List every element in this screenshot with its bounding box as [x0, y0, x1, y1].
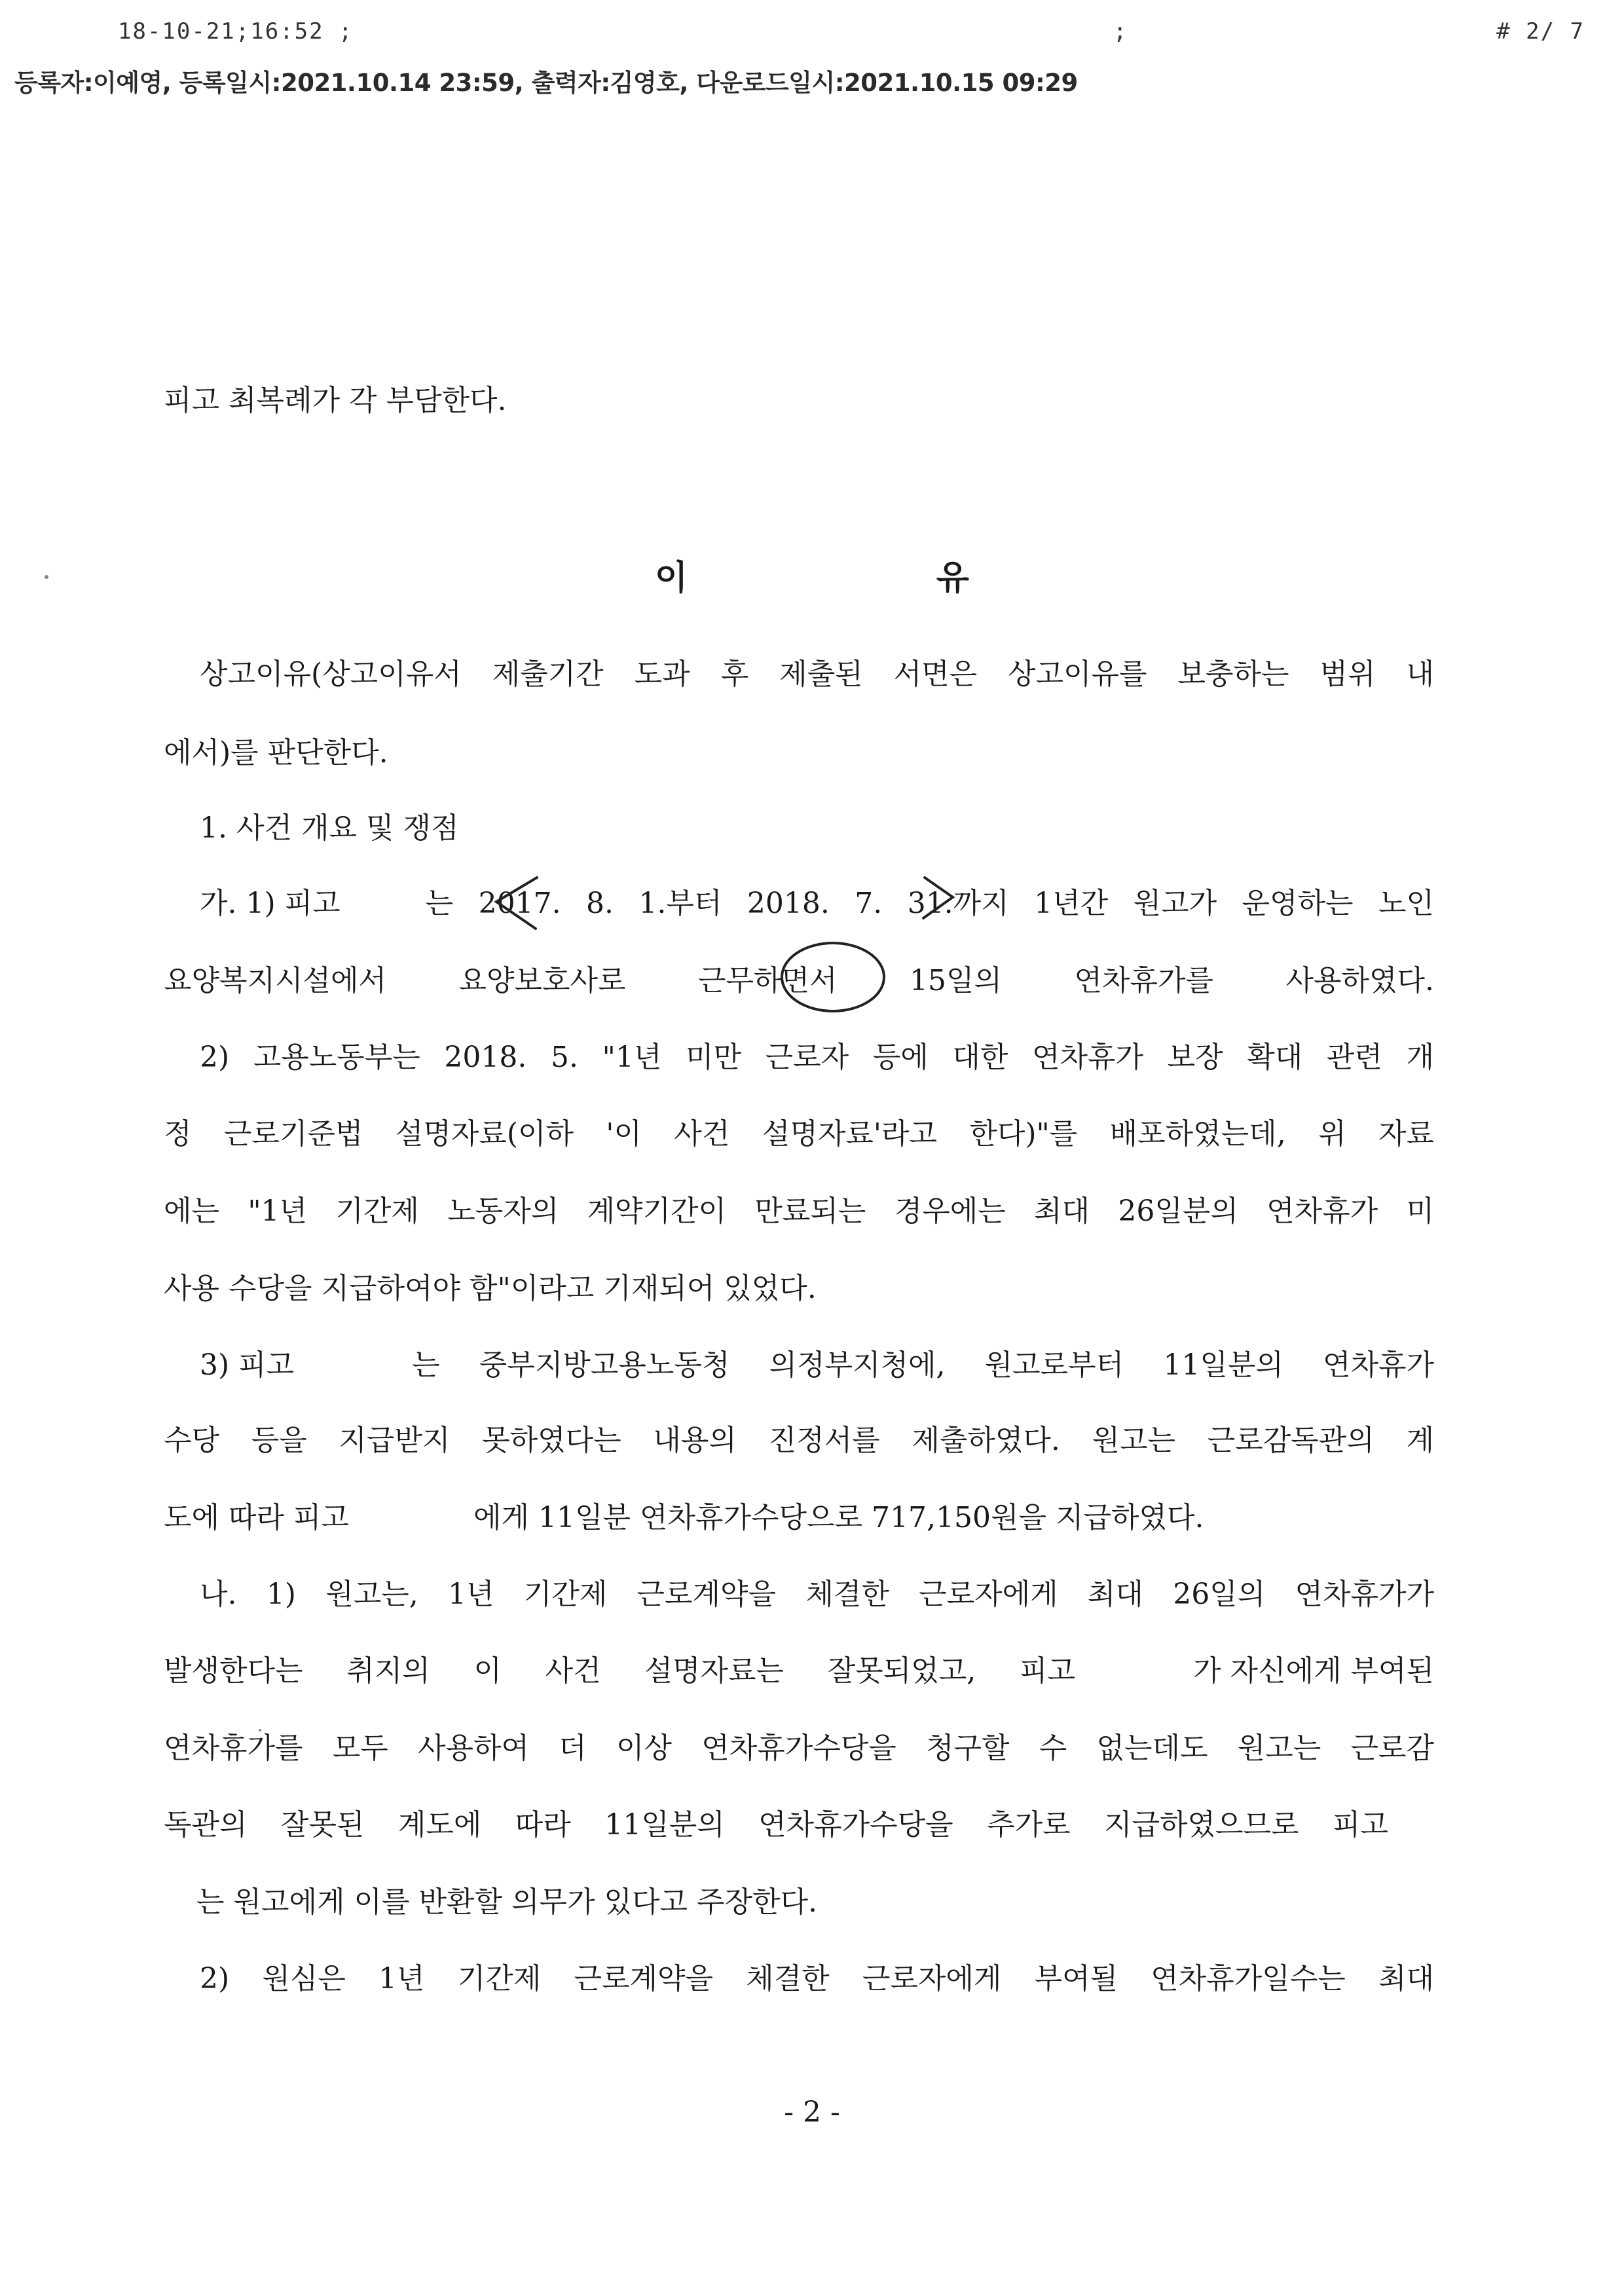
- line-part: 는 중부지방고용노동청 의정부지청에, 원고로부터 11일분의 연차휴가: [412, 1348, 1434, 1382]
- page-number: - 2 -: [784, 2096, 840, 2129]
- body-line: 에는 "1년 기간제 노동자의 계약기간이 만료되는 경우에는 최대 26일분의 연차휴가 미: [164, 1194, 1434, 1228]
- body-line: 사용 수당을 지급하여야 함"이라고 기재되어 있었다.: [164, 1272, 817, 1305]
- section-title: 1. 사건 개요 및 쟁점: [200, 811, 459, 845]
- body-line: 정 근로기준법 설명자료(이하 '이 사건 설명자료'라고 한다)"를 배포하였는데, 위 자료: [164, 1117, 1434, 1151]
- body-line: [200, 884, 1434, 923]
- line-part: 발생한다는 취지의 이 사건 설명자료는 잘못되었고, 피고: [164, 1654, 1075, 1688]
- body-line: 상고이유(상고이유서 제출기간 도과 후 제출된 서면은 상고이유를 보충하는 범위 내: [200, 657, 1434, 691]
- body-line: 연차휴가를 모두 사용하여 더 이상 연차휴가수당을 청구할 수 없는데도 원고는 근로감: [164, 1731, 1434, 1765]
- body-line: 독관의 잘못된 계도에 따라 11일분의 연차휴가수당을 추가로 지급하였으므로 피고: [164, 1808, 1388, 1842]
- fax-separator: ;: [1113, 18, 1128, 45]
- body-line: 나. 1) 원고는, 1년 기간제 근로계약을 체결한 근로자에게 최대 26일의 연차휴가가: [200, 1578, 1434, 1611]
- body-line: 2) 고용노동부는 2018. 5. "1년 미만 근로자 등에 대한 연차휴가 보장 확대 관련 개: [200, 1041, 1434, 1074]
- body-line: 는 원고에게 이를 반환할 의무가 있다고 주장한다.: [196, 1885, 817, 1919]
- line-part: 도에 따라 피고: [164, 1501, 349, 1534]
- body-line: 에서)를 판단한다.: [164, 736, 388, 769]
- fax-page-indicator: # 2/ 7: [1496, 18, 1585, 45]
- line-part: 에게 11일분 연차휴가수당으로 717,150원을 지급하였다.: [473, 1501, 1204, 1534]
- scan-speck: [259, 1729, 261, 1731]
- preceding-line: 피고 최복례가 각 부담한다.: [164, 384, 507, 417]
- body-line: [164, 1652, 1434, 1691]
- line-part: 가 자신에게 부여된: [1192, 1654, 1434, 1688]
- line-part: 가. 1) 피고: [200, 887, 341, 920]
- heading-char-1: 이: [655, 558, 688, 598]
- section-heading: [655, 550, 969, 599]
- heading-char-2: 유: [936, 558, 969, 598]
- body-line: [164, 1498, 1204, 1538]
- line-part: 는 2017. 8. 1.부터 2018. 7. 31.까지 1년간 원고가 운영하는 노인: [425, 887, 1434, 920]
- body-line: [200, 1346, 1434, 1385]
- line-part: 3) 피고: [200, 1348, 295, 1382]
- fax-datetime: 18-10-21;16:52 ;: [118, 18, 354, 45]
- download-stamp: 등록자:이예영, 등록일시:2021.10.14 23:59, 출력자:김영호, 다운로드일시:2021.10.15 09:29: [14, 69, 1078, 97]
- body-line: 요양복지시설에서 요양보호사로 근무하면서 15일의 연차휴가를 사용하였다.: [164, 964, 1434, 997]
- fax-header: [118, 18, 1585, 51]
- body-line: 수당 등을 지급받지 못하였다는 내용의 진정서를 제출하였다. 원고는 근로감독관의 계: [164, 1424, 1434, 1457]
- body-line: 2) 원심은 1년 기간제 근로계약을 체결한 근로자에게 부여될 연차휴가일수는 최대: [200, 1962, 1434, 1995]
- scan-speck: [45, 575, 48, 579]
